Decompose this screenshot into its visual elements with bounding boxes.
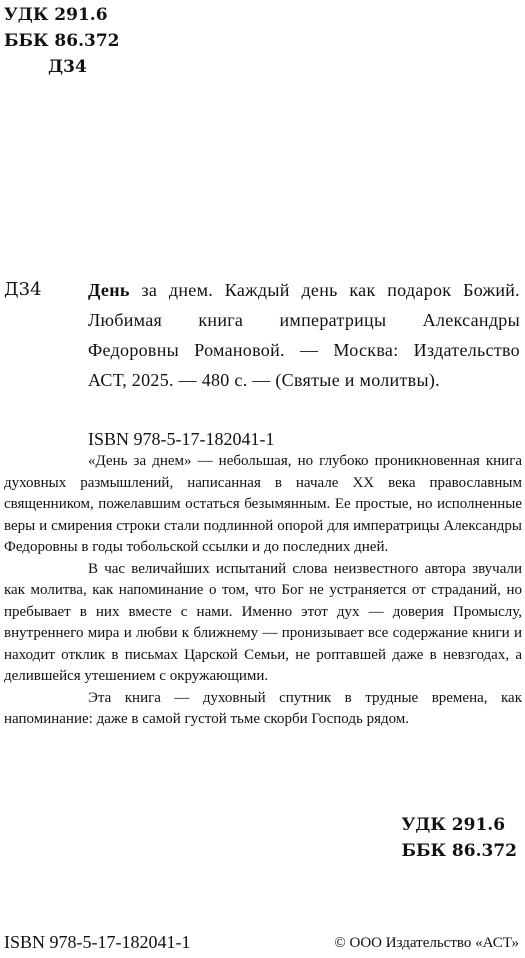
entry-author-mark: Д34 xyxy=(4,279,42,300)
entry-title-bold: День xyxy=(88,280,130,300)
annotation-paragraph: Эта книга — духовный спутник в трудные времена, как напоминание: даже в самой густой тьме скорби Господь рядом. xyxy=(4,689,522,727)
entry-isbn: ISBN 978-5-17-182041-1 xyxy=(88,429,275,449)
entry-description: за днем. Каждый день как подарок Божий. Любимая книга императрицы Александры Федоровны Романовой. — Москва: Издательство АСТ, 2025. — 480 с. — (Святые и молитвы). xyxy=(88,280,520,390)
annotation xyxy=(4,451,522,731)
bbk-code-bottom: ББК 86.372 xyxy=(401,841,517,861)
footer-copyright: © ООО Издательство «АСТ» xyxy=(334,935,519,951)
annotation-paragraph: «День за днем» — небольшая, но глубоко проникновенная книга духовных размышлений, написанная в начале XX века православным священником, пожелавшим остаться безымянным. Ее простые, но исполненные веры и смирения строки стали подлинной опорой для императрицы Александры Федоровны в годы тобольской ссылки и до последних дней. xyxy=(4,453,522,555)
udk-code: УДК 291.6 xyxy=(4,5,108,25)
bibliographic-entry xyxy=(88,275,520,395)
classification-top xyxy=(4,2,120,80)
footer-isbn: ISBN 978-5-17-182041-1 xyxy=(4,932,191,952)
classification-bottom xyxy=(402,812,518,864)
annotation-paragraph: В час величайших испытаний слова неизвестного автора звучали как молитва, как напоминание о том, что Бог не устраняется от страданий, но пребывает в них вместе с нами. Именно этот дух — доверия Промыслу, внутреннего мира и любви к ближнему — пронизывает все содержание книги и находит отклик в письмах Царской Семьи, не роптавшей даже в невзгодах, а делившейся утешением с окружающими. xyxy=(4,560,522,684)
author-mark: Д34 xyxy=(48,57,87,77)
udk-code-bottom: УДК 291.6 xyxy=(401,815,506,835)
bbk-code: ББК 86.372 xyxy=(4,31,120,51)
